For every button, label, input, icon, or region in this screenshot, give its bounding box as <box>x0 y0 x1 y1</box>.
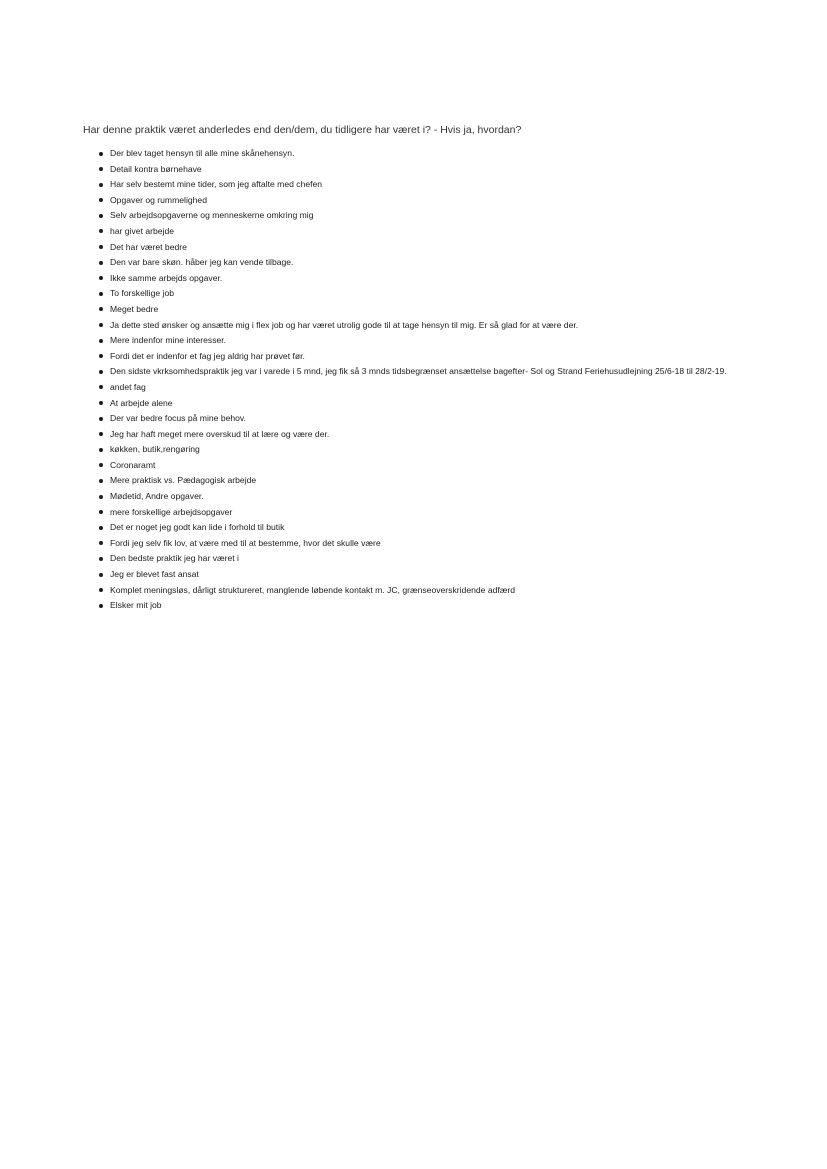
list-item: Coronaramt <box>110 458 750 474</box>
list-item: Detail kontra børnehave <box>110 162 750 178</box>
list-item: Jeg er blevet fast ansat <box>110 567 750 583</box>
list-item: andet fag <box>110 380 750 396</box>
list-item: Har selv bestemt mine tider, som jeg aftalte med chefen <box>110 177 750 193</box>
list-item: Det er noget jeg godt kan lide i forhold til butik <box>110 520 750 536</box>
list-item: Opgaver og rummelighed <box>110 193 750 209</box>
list-item: køkken, butik,rengøring <box>110 442 750 458</box>
list-item: Ja dette sted ønsker og ansætte mig i flex job og har været utrolig gode til at tage hensyn til mig. Er så glad for at være der. <box>110 318 750 334</box>
list-item: To forskellige job <box>110 286 750 302</box>
list-item: Meget bedre <box>110 302 750 318</box>
list-item: Der var bedre focus på mine behov. <box>110 411 750 427</box>
list-item: Fordi det er indenfor et fag jeg aldrig har prøvet før. <box>110 349 750 365</box>
list-item: Mødetid, Andre opgaver. <box>110 489 750 505</box>
list-item: Det har været bedre <box>110 240 750 256</box>
list-item: Elsker mit job <box>110 598 750 614</box>
list-item: At arbejde alene <box>110 396 750 412</box>
list-item: Komplet meningsløs, dårligt struktureret, manglende løbende kontakt m. JC, grænseoverskridende adfærd <box>110 583 750 599</box>
list-item: Jeg har haft meget mere overskud til at lære og være der. <box>110 427 750 443</box>
list-item: har givet arbejde <box>110 224 750 240</box>
list-item: Selv arbejdsopgaverne og menneskerne omkring mig <box>110 208 750 224</box>
list-item: Der blev taget hensyn til alle mine skånehensyn. <box>110 146 750 162</box>
question-heading: Har denne praktik været anderledes end den/dem, du tidligere har været i? - Hvis ja, hvordan? <box>83 124 522 136</box>
list-item: Mere indenfor mine interesser. <box>110 333 750 349</box>
list-item: Fordi jeg selv fik lov, at være med til at bestemme, hvor det skulle være <box>110 536 750 552</box>
list-item: Mere praktisk vs. Pædagogisk arbejde <box>110 473 750 489</box>
list-item: Den bedste praktik jeg har været i <box>110 551 750 567</box>
list-item: mere forskellige arbejdsopgaver <box>110 505 750 521</box>
list-item: Den var bare skøn. håber jeg kan vende tilbage. <box>110 255 750 271</box>
list-item: Den sidste vkrksomhedspraktik jeg var i varede i 5 mnd, jeg fik så 3 mnds tidsbegrænset ansættelse bagefter- Sol og Strand Feriehusudlejning 25/6-18 til 28/2-19. <box>110 364 750 380</box>
list-item: Ikke samme arbejds opgaver. <box>110 271 750 287</box>
answer-list <box>110 146 750 614</box>
